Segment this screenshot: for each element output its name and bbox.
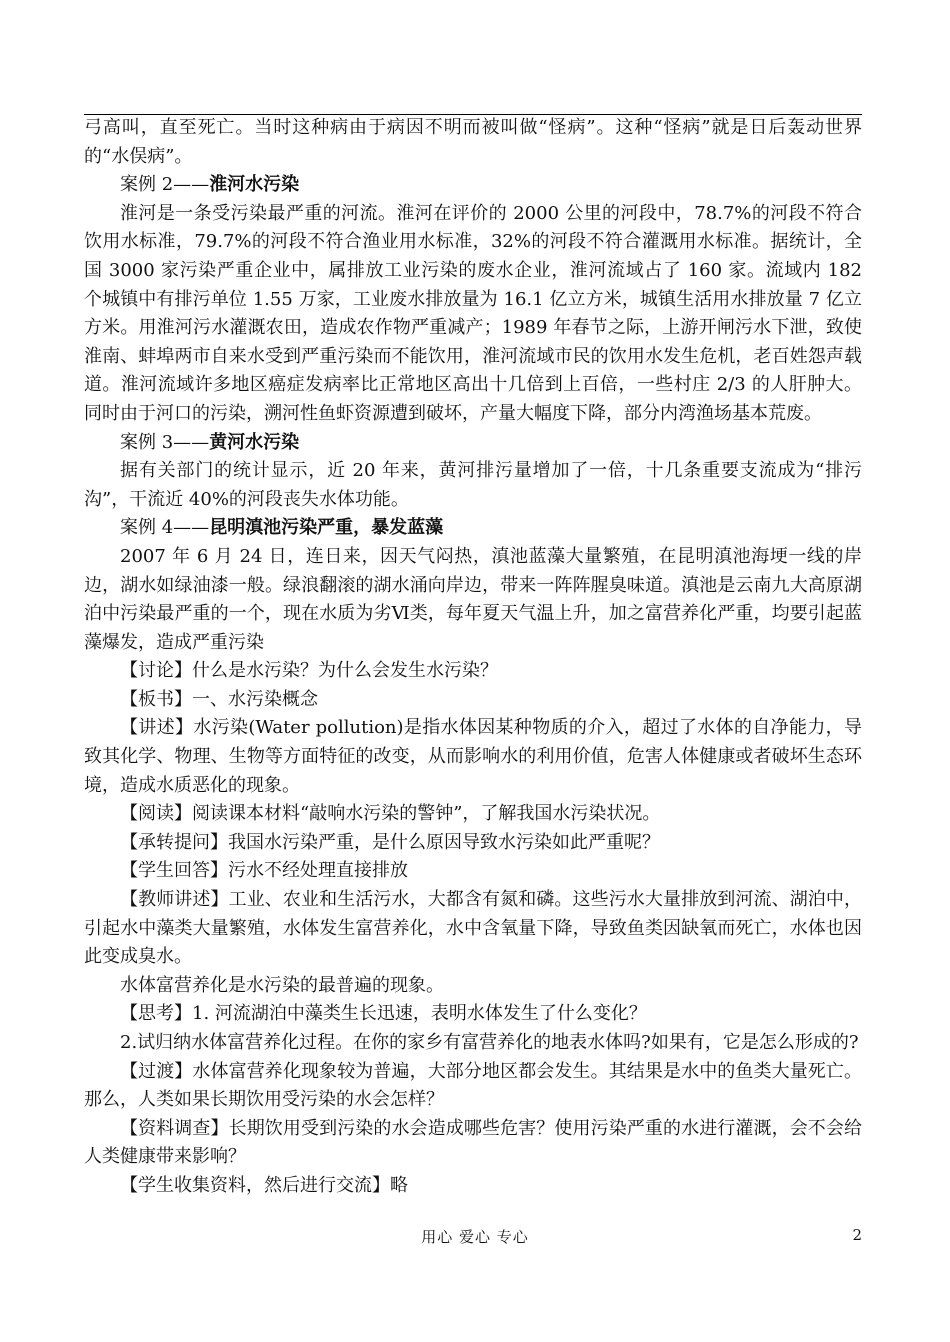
paragraph-text: 【过渡】水体富营养化现象较为普遍，大部分地区都会发生。其结果是水中的鱼类大量死亡。那么，人类如果长期饮用受污染的水会怎样？ [84, 1060, 862, 1111]
paragraph [84, 429, 862, 458]
paragraph [84, 114, 862, 171]
paragraph [84, 1058, 862, 1115]
paragraph-text: 据有关部门的统计显示，近 20 年来，黄河排污量增加了一倍，十几条重要支流成为“排污沟”，干流近 40%的河段丧失水体功能。 [84, 460, 862, 510]
paragraph-text: 【学生收集资料，然后进行交流】略 [120, 1174, 408, 1196]
paragraph [84, 686, 862, 715]
paragraph [84, 514, 862, 543]
paragraph-text: 案例 3—— [120, 431, 210, 453]
paragraph [84, 829, 862, 858]
paragraph-text: 【讲述】水污染(Water pollution)是指水体因某种物质的介入，超过了水体的自净能力，导致其化学、物理、生物等方面特征的改变，从而影响水的利用价值，危害人体健康或者破坏生态环境，造成水质恶化的现象。 [84, 717, 862, 796]
paragraph-text: 案例 2—— [120, 174, 210, 196]
paragraph [84, 714, 862, 800]
paragraph-text: 【板书】一、水污染概念 [120, 688, 318, 710]
paragraph [84, 800, 862, 829]
paragraph-text: 2.试归纳水体富营养化过程。在你的家乡有富营养化的地表水体吗?如果有，它是怎么形成的? [120, 1032, 859, 1053]
paragraph-text: 【资料调查】长期饮用受到污染的水会造成哪些危害？使用污染严重的水进行灌溉，会不会给人类健康带来影响？ [84, 1117, 862, 1168]
paragraph-text: 水体富营养化是水污染的最普遍的现象。 [120, 974, 444, 996]
page-footer [0, 1226, 950, 1250]
paragraph [84, 1115, 862, 1172]
paragraph-text: 【讨论】什么是水污染？为什么会发生水污染？ [120, 660, 498, 682]
heading-text: 昆明滇池污染严重，暴发蓝藻 [209, 517, 444, 539]
paragraph-text: 【承转提问】我国水污染严重，是什么原因导致水污染如此严重呢？ [120, 831, 660, 853]
paragraph [84, 857, 862, 886]
paragraph [84, 543, 862, 657]
page-number: 2 [852, 1226, 862, 1244]
document-body [84, 114, 862, 1201]
paragraph [84, 171, 862, 200]
paragraph-text: 2007 年 6 月 24 日，连日来，因天气闷热，滇池蓝藻大量繁殖，在昆明滇池海埂一线的岸边，湖水如绿油漆一般。绿浪翻滚的湖水涌向岸边，带来一阵阵腥臭味道。滇池是云南九大高原湖泊中污染最严重的一个，现在水质为劣Ⅵ类，每年夏天气温上升，加之富营养化严重，均要引起蓝藻爆发，造成严重污染 [84, 545, 862, 653]
heading-text: 黄河水污染 [209, 431, 300, 453]
paragraph-text: 淮河是一条受污染最严重的河流。淮河在评价的 2000 公里的河段中，78.7%的河段不符合饮用水标准，79.7%的河段不符合渔业用水标准，32%的河段不符合灌溉用水标准。据统计，全国 3000 家污染严重企业中，属排放工业污染的废水企业，淮河流域占了 160 家。流域内 182 个城镇中有排污单位 1.55 万家，工业废水排放量为 16.1 亿立方米，城镇生活用水排放量 7 亿立方米。用淮河污水灌溉农田，造成农作物严重减产；1989 年春节之际，上游开闸污水下泄，致使淮南、蚌埠两市自来水受到严重污染而不能饮用，淮河流域市民的饮用水发生危机，老百姓怨声载道。淮河流域许多地区癌症发病率比正常地区高出十几倍到上百倍，一些村庄 2/3 的人肝肿大。同时由于河口的污染，溯河性鱼虾资源遭到破坏，产量大幅度下降，部分内湾渔场基本荒废。 [84, 202, 862, 424]
paragraph-text: 案例 4—— [120, 517, 210, 539]
paragraph [84, 657, 862, 686]
paragraph [84, 886, 862, 972]
paragraph [84, 1172, 862, 1201]
paragraph-text: 【思考】1. 河流湖泊中藻类生长迅速，表明水体发生了什么变化？ [120, 1003, 647, 1025]
heading-text: 淮河水污染 [209, 174, 300, 196]
paragraph [84, 200, 862, 429]
paragraph-text: 【阅读】阅读课本材料“敲响水污染的警钟”，了解我国水污染状况。 [120, 803, 661, 825]
paragraph [84, 972, 862, 1001]
footer-motto: 用心 爱心 专心 [421, 1228, 529, 1246]
paragraph [84, 1000, 862, 1029]
paragraph [84, 457, 862, 514]
paragraph-text: 【学生回答】污水不经处理直接排放 [120, 860, 408, 882]
paragraph-text: 【教师讲述】工业、农业和生活污水，大都含有氮和磷。这些污水大量排放到河流、湖泊中，引起水中藻类大量繁殖，水体发生富营养化，水中含氧量下降，导致鱼类因缺氧而死亡，水体也因此变成臭水。 [84, 889, 862, 968]
paragraph-text: 弓高叫，直至死亡。当时这种病由于病因不明而被叫做“怪病”。这种“怪病”就是日后轰动世界的“水俣病”。 [84, 117, 862, 167]
paragraph [84, 1029, 862, 1058]
